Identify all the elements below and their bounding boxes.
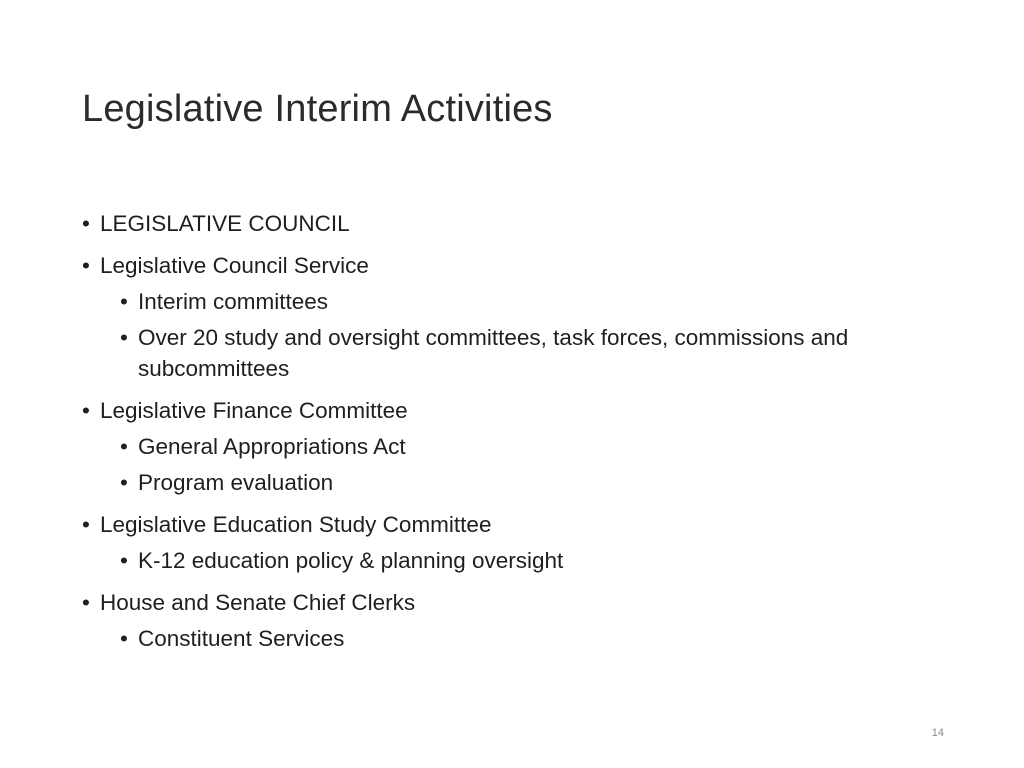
sub-bullet-dot: •: [120, 548, 128, 573]
sub-bullet-text: Over 20 study and oversight committees, task forces, commissions and subcommittees: [138, 325, 849, 381]
sub-bullet-item: [82, 545, 942, 576]
sub-bullet-dot: •: [120, 289, 128, 314]
sub-bullet-text: K-12 education policy & planning oversight: [138, 548, 564, 573]
bullet-list: [82, 208, 942, 654]
bullet-item: [82, 395, 942, 426]
sub-bullet-text: Constituent Services: [138, 626, 345, 651]
sub-bullet-item: [82, 623, 942, 654]
slide-title: Legislative Interim Activities: [82, 88, 553, 130]
sub-bullet-item: [82, 286, 942, 317]
sub-bullet-text: Program evaluation: [138, 470, 334, 495]
bullet-text: Legislative Education Study Committee: [100, 512, 492, 537]
bullet-text: LEGISLATIVE COUNCIL: [100, 211, 350, 236]
sub-bullet-item: [82, 467, 942, 498]
sub-bullet-dot: •: [120, 470, 128, 495]
bullet-text: House and Senate Chief Clerks: [100, 590, 416, 615]
bullet-text: Legislative Council Service: [100, 253, 369, 278]
bullet-dot: •: [82, 211, 90, 236]
sub-bullet-dot: •: [120, 325, 128, 350]
sub-bullet-dot: •: [120, 434, 128, 459]
bullet-dot: •: [82, 590, 90, 615]
sub-bullet-text: Interim committees: [138, 289, 329, 314]
sub-bullet-item: [82, 322, 942, 384]
bullet-dot: •: [82, 398, 90, 423]
page-number: 14: [931, 727, 944, 739]
sub-bullet-text: General Appropriations Act: [138, 434, 406, 459]
bullet-dot: •: [82, 512, 90, 537]
bullet-text: Legislative Finance Committee: [100, 398, 408, 423]
sub-bullet-dot: •: [120, 626, 128, 651]
bullet-item: [82, 587, 942, 618]
bullet-item: [82, 509, 942, 540]
sub-bullet-item: [82, 431, 942, 462]
bullet-dot: •: [82, 253, 90, 278]
bullet-item: [82, 208, 942, 239]
bullet-item: [82, 250, 942, 281]
